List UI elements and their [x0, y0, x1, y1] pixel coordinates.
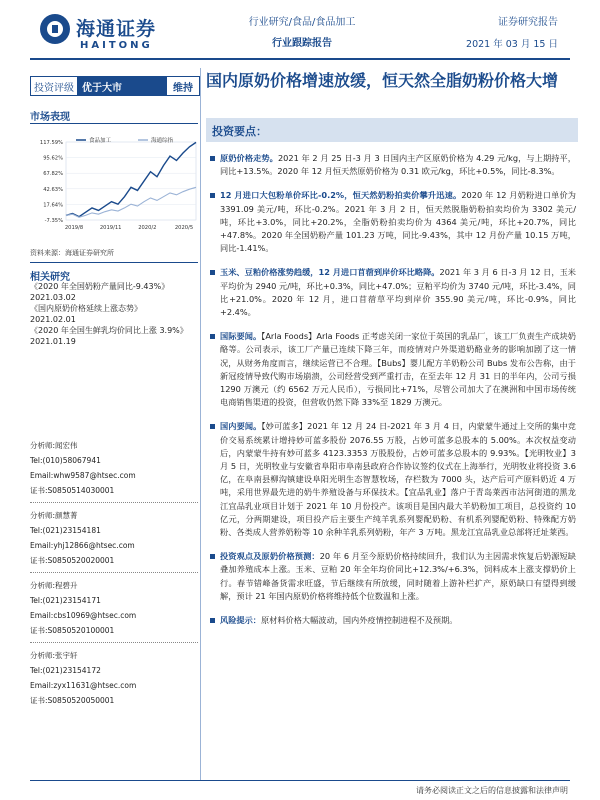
- report-type: 行业跟踪报告: [272, 38, 332, 49]
- related-research-title: 相关研究: [30, 272, 70, 283]
- rating-value: 优于大市: [78, 77, 166, 95]
- investment-rating: [30, 76, 200, 96]
- analyst-cert: 证书:S0850520050001: [30, 696, 115, 705]
- related-research-list: [30, 281, 198, 347]
- related-report-title[interactable]: 《2020 年全国奶粉产量同比-9.43%》: [30, 282, 170, 291]
- chart-y-tick-label: -7.35%: [44, 218, 63, 224]
- analyst-tel: Tel:(021)23154181: [30, 526, 101, 535]
- chart-x-tick-label: 2020/5: [174, 225, 194, 231]
- key-point-item: [210, 152, 576, 178]
- header-category-block: [232, 13, 372, 49]
- logo-chinese-name: 海通证券: [76, 18, 157, 40]
- footer-disclaimer: 请务必阅读正文之后的信息披露和法律声明: [416, 786, 568, 795]
- related-report-date: 2021.03.02: [30, 293, 76, 302]
- chart-y-tick-label: 42.63%: [43, 186, 63, 193]
- related-report-title[interactable]: 《2020 年全国生鲜乳均价同比上涨 3.9%》: [30, 326, 188, 335]
- chart-x-tick-label: 2020/2: [138, 225, 157, 231]
- key-point-item: [210, 189, 576, 255]
- chart-x-tick-label: 2019/8: [64, 225, 84, 231]
- source-divider: [30, 262, 198, 263]
- report-kind: 证券研究报告: [498, 17, 558, 28]
- chart-source: 资料来源：海通证券研究所: [30, 249, 114, 257]
- analyst-cert: 证书:S0850520020001: [30, 556, 115, 565]
- key-point-heading: 风险提示：: [220, 615, 261, 626]
- key-point-item: [210, 420, 576, 539]
- rating-label: 投资评级: [31, 77, 78, 95]
- key-point-heading: 国内要闻。: [220, 421, 262, 432]
- analyst-separator: [30, 572, 198, 574]
- analyst-tel: Tel:(010)58067941: [30, 456, 101, 465]
- header-divider: [30, 58, 570, 60]
- key-point-text: 【妙可蓝多】2021 年 12 月 24 日-2021 年 3 月 4 日，内蒙蒙牛通过上交所的集中竞价交易系统累计增持妙可蓝多股份 2076.55 万股，占妙可蓝多总股本的 5.00%。本次权益变动后，内蒙蒙牛持有妙可蓝多 4123.3353 万股股份，占妙可蓝多总股本的 9.93%。【光明牧业】3 月 5 日，光明牧业与安徽省阜阳市阜南县政府合作协议签约仪式在上海举行，光明牧业将投资 3.6 亿，在阜南县柳沟镇建设阜阳光明生态智慧牧场，存栏数为 7000 头，达产后可产原料奶近 4 万吨，采用世界最先进的奶牛养殖设备与环保技术。【宜品乳业】落户于青岛莱西市沽河街道的黑龙江宜品乳业项目计划于 2021 年 10 月份投产。该项目是国内最大羊奶粉加工项目，总投资约 10 亿元，分两期建设，项目投产后主要生产纯羊乳系列婴配奶粉、有机系列婴配奶粉、特殊配方奶粉、各类成人营养奶粉等 10 余种羊乳系列奶粉，年产 3 万吨。黑龙江宜品乳业总部将迁址莱西。: [220, 421, 576, 538]
- analyst-separator: [30, 642, 198, 644]
- analyst-card: [30, 508, 198, 568]
- analyst-email[interactable]: Email:whw9587@htsec.com: [30, 471, 136, 480]
- key-point-heading: 玉米、豆粕价格涨势趋缓，12 月进口苜蓿到岸价环比略降。: [220, 267, 440, 278]
- key-point-heading: 投资观点及原奶价格预测：: [220, 551, 320, 562]
- column-divider: [200, 68, 201, 780]
- key-points-heading: 投资要点：: [212, 125, 267, 138]
- market-title-underline: [30, 123, 198, 124]
- footer-divider: [30, 780, 570, 781]
- related-report-date: 2021.02.01: [30, 315, 76, 324]
- analyst-name: 分析师:张宇轩: [30, 651, 78, 660]
- analyst-email[interactable]: Email:zyx11631@htsec.com: [30, 681, 137, 690]
- key-points-bar: [206, 118, 578, 142]
- analyst-name: 分析师:颜慧菁: [30, 511, 78, 520]
- key-point-text: 2021 年 3 月 6 日-3 月 12 日，玉米平均价为 2940 元/吨，环比+0.3%，同比+47.0%；豆粕平均价为 3740 元/吨，环比-3.4%，同比+21.0%。2020 年 12 月，进口苜蓿草平均到岸价 355.90 美元/吨，环比-0.9%，同比+2.4%。: [220, 267, 576, 318]
- chart-series-line-food-processing: [66, 142, 196, 216]
- chart-y-tick-label: 95.62%: [43, 155, 63, 162]
- key-point-item: [210, 266, 576, 319]
- key-point-item: [210, 330, 576, 409]
- report-date: 2021 年 03 月 15 日: [466, 39, 558, 50]
- haitong-logo: [40, 10, 170, 54]
- analyst-contacts: [30, 438, 198, 708]
- report-title: 国内原奶价格增速放缓，恒天然全脂奶粉价格大增: [206, 71, 559, 90]
- key-point-text: 20 年 6 月至今原奶价格持续回升，我们认为主因需求恢复后奶源短缺叠加养殖成本上涨。玉米、豆粕 20 年全年均价同比+12.3%/+6.3%，饲料成本上涨支撑奶价上行。春节错峰备货需求旺盛，节后继续有所放缓，同时随着上游补栏扩产，原奶缺口有望得到缓解，预计 21 年国内原奶价格将维持低个位数温和上涨。: [220, 551, 576, 601]
- key-point-item: [210, 614, 576, 627]
- key-point-heading: 国际要闻。: [220, 331, 262, 342]
- related-report-date: 2021.01.19: [30, 337, 76, 346]
- analyst-cert: 证书:S0850514030001: [30, 486, 115, 495]
- key-point-text: 【Arla Foods】Arla Foods 正考虑关闭一家位于英国的乳品厂，该工厂负责生产成块奶酪等。公司表示，该工厂产量已连续下降三年，而疫情对户外渠道奶酪业务的影响加剧了这一情况，从财务角度而言，继续运营已不合理。【Bubs】婴儿配方羊奶粉公司 Bubs 发布公告称，由于新冠疫情导致代购市场崩溃，公司经营受到严重打击，在至去年 12 月 31 日的半年内，公司亏损 1290 万澳元（约 6562 万元人民币），亏损同比+71%，尽管公司加大了在澳洲和中国市场传统电商销售渠道的投资，但营收仍然下降 33%至 1829 万澳元。: [220, 331, 576, 408]
- chart-y-tick-label: 117.59%: [39, 140, 63, 146]
- chart-legend-label: 海通综指: [151, 138, 174, 144]
- market-performance-chart: [30, 136, 198, 236]
- analyst-tel: Tel:(021)23154171: [30, 596, 101, 605]
- key-point-text: 2021 年 2 月 25 日-3 月 3 日国内主产区原奶价格为 4.29 元/kg，与上期持平，同比+13.5%。2020 年 12 月恒天然原奶价格为 0.31 欧元/kg，环比+0.5%，同比-8.3%。: [220, 153, 576, 177]
- market-performance-title: 市场表现: [30, 112, 70, 123]
- analyst-email[interactable]: Email:yhj12866@htsec.com: [30, 541, 135, 550]
- key-point-text: 2020 年 12 月奶粉进口单价为 3391.09 美元/吨，环比-0.2%。2021 年 3 月 2 日，恒天然脱脂奶粉拍卖均价为 3302 美元/吨，环比+3.0%，同比+20.2%，全脂奶粉拍卖均价为 4364 美元/吨，环比+20.7%，同比+47.8%。2020 年全国奶粉产量 101.23 万吨，同比-9.43%，其中 12 月份产量 10.15 万吨，同比-1.41%。: [220, 190, 576, 254]
- analyst-card: [30, 438, 198, 498]
- key-point-heading: 12 月进口大包粉单价环比-0.2%，恒天然奶粉拍卖价攀升迅速。: [220, 190, 462, 201]
- logo-english-name: HAITONG: [80, 40, 153, 51]
- analyst-tel: Tel:(021)23154172: [30, 666, 101, 675]
- header-meta-block: [448, 13, 558, 50]
- chart-y-tick-label: 17.64%: [43, 202, 63, 209]
- analyst-name: 分析师:程碧升: [30, 581, 78, 590]
- analyst-cert: 证书:S0850520100001: [30, 626, 115, 635]
- analyst-name: 分析师:闻宏伟: [30, 441, 78, 450]
- key-point-heading: 原奶价格走势。: [220, 153, 278, 163]
- analyst-separator: [30, 502, 198, 504]
- haitong-logo-mark-icon: [40, 14, 70, 44]
- key-point-text: 原材料价格大幅波动，国内外疫情控制进程不及预期。: [260, 615, 458, 626]
- chart-legend-label: 食品加工: [89, 138, 112, 144]
- analyst-email[interactable]: Email:cbs10969@htsec.com: [30, 611, 137, 620]
- chart-x-tick-label: 2019/11: [99, 225, 122, 231]
- related-report-title[interactable]: 《国内原奶价格延续上涨态势》: [30, 304, 142, 313]
- chart-y-tick-label: 67.82%: [43, 171, 63, 178]
- industry-category: 行业研究/食品/食品加工: [248, 17, 356, 28]
- analyst-card: [30, 648, 198, 708]
- chart-plot-frame: [66, 142, 196, 220]
- analyst-card: [30, 578, 198, 638]
- key-points-list: [210, 152, 576, 638]
- rating-status: 维持: [166, 77, 199, 95]
- key-point-item: [210, 550, 576, 603]
